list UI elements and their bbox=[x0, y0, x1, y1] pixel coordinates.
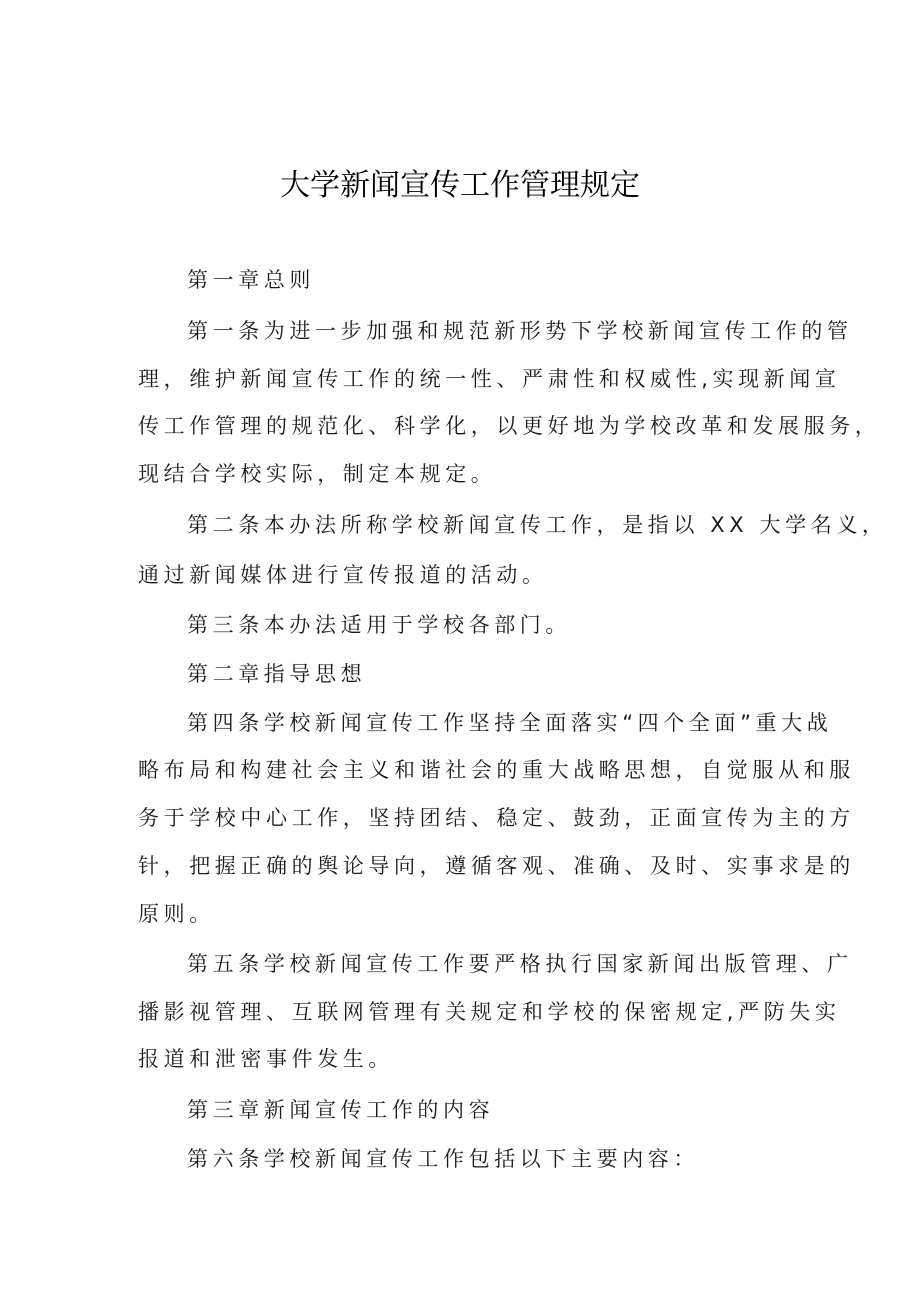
article-2-line-2: 通过新闻媒体进行宣传报道的活动。 bbox=[138, 563, 548, 587]
chapter-heading-2: 第二章指导思想 bbox=[187, 662, 367, 686]
article-3: 第三条本办法适用于学校各部门。 bbox=[187, 613, 571, 637]
article-4-line-2: 略布局和构建社会主义和谐社会的重大战略思想，自觉服从和服 bbox=[138, 758, 855, 782]
article-4-line-5: 原则。 bbox=[138, 902, 215, 926]
article-4-line-3: 务于学校中心工作，坚持团结、稳定、鼓劲，正面宣传为主的方 bbox=[138, 806, 855, 830]
article-1-line-1: 第一条为进一步加强和规范新形势下学校新闻宣传工作的管 bbox=[187, 319, 853, 343]
article-4-line-1: 第四条学校新闻宣传工作坚持全面落实“四个全面”重大战 bbox=[187, 711, 833, 735]
chapter-heading-3: 第三章新闻宣传工作的内容 bbox=[187, 1098, 495, 1122]
article-1-line-3: 传工作管理的规范化、科学化，以更好地为学校改革和发展服务， bbox=[138, 414, 881, 438]
article-1-line-4: 现结合学校实际，制定本规定。 bbox=[138, 462, 497, 486]
article-2-line-1: 第二条本办法所称学校新闻宣传工作，是指以 XX 大学名义， bbox=[187, 513, 888, 537]
article-1-line-2: 理，维护新闻宣传工作的统一性、严肃性和权威性,实现新闻宣 bbox=[138, 367, 841, 391]
article-6-line-1: 第六条学校新闻宣传工作包括以下主要内容： bbox=[187, 1147, 699, 1171]
chapter-heading-1: 第一章总则 bbox=[187, 268, 315, 292]
article-4-line-4: 针，把握正确的舆论导向，遵循客观、准确、及时、实事求是的 bbox=[138, 854, 855, 878]
article-5-line-3: 报道和泄密事件发生。 bbox=[138, 1047, 394, 1071]
article-5-line-1: 第五条学校新闻宣传工作要严格执行国家新闻出版管理、广 bbox=[187, 952, 853, 976]
article-5-line-2: 播影视管理、互联网管理有关规定和学校的保密规定,严防失实 bbox=[138, 1000, 841, 1024]
document-title: 大学新闻宣传工作管理规定 bbox=[280, 168, 640, 203]
